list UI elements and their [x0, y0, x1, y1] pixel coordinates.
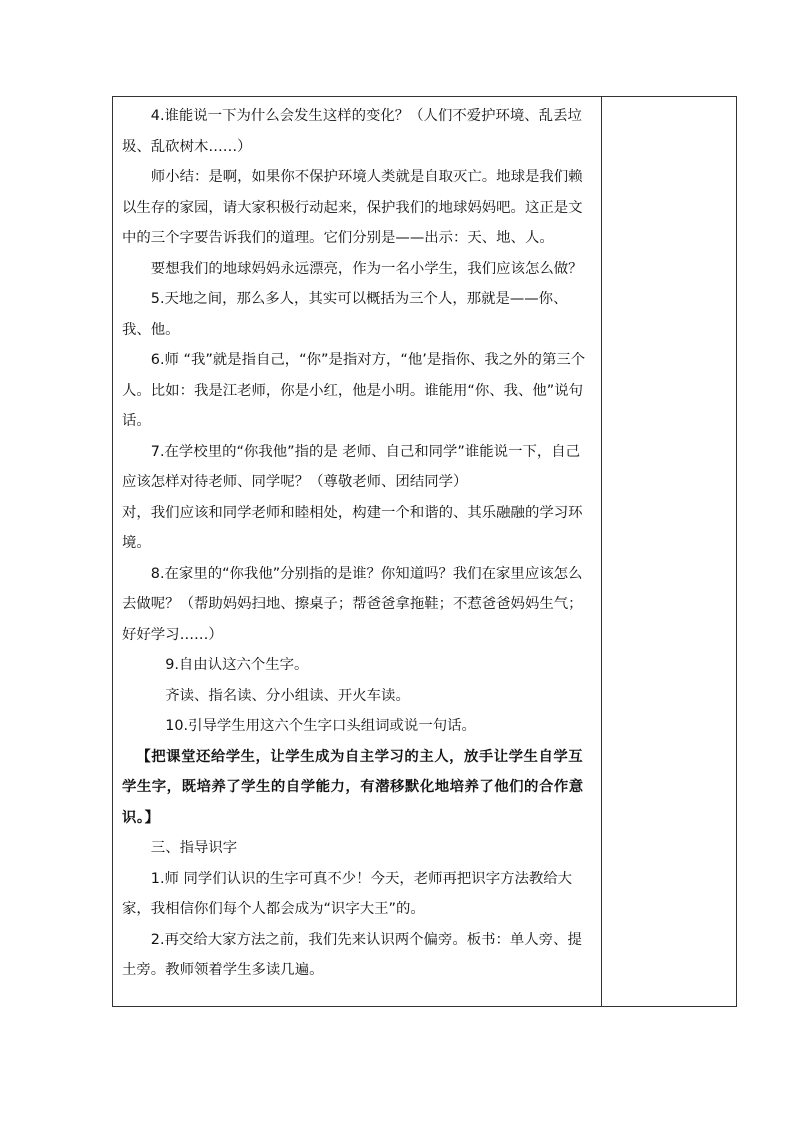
paragraph: 5.天地之间，那么多人，其实可以概括为三个人，那就是——你、我、他。 [122, 291, 568, 338]
lesson-content [113, 97, 601, 986]
paragraph: 三、指导识字 [150, 840, 238, 856]
paragraph: 8.在家里的“你我他”分别指的是谁？你知道吗？我们在家里应该怎么去做呢？（帮助妈妈扫地、擦桌子；帮爸爸拿拖鞋；不惹爸爸妈妈生气；好好学习……） [122, 565, 583, 643]
paragraph: 齐读、指名读、分小组读、开火车读。 [165, 687, 410, 704]
lesson-content-cell [113, 97, 602, 1007]
paragraph: 9.自由认这六个生字。 [165, 657, 309, 673]
notes-cell [602, 97, 737, 1007]
paragraph: 1.师 同学们认识的生字可真不少！今天，老师再把识字方法教给大家，我相信你们每个人都会成为“识字大王”的。 [122, 870, 573, 917]
paragraph: 【把课堂还给学生，让学生成为自主学习的主人，放手让学生自学互学生字，既培养了学生的自学能力，有潜移默化地培养了他们的合作意识。】 [122, 747, 584, 826]
paragraph: 6.师 “我”就是指自己，“你”是指对方，“他’是指你、我之外的第三个人。比如：我是江老师，你是小红，他是小明。谁能用“你、我、他”说句话。 [122, 352, 586, 429]
paragraph: 2.再交给大家方法之前，我们先来认识两个偏旁。板书：单人旁、提土旁。教师领着学生多读几遍。 [122, 931, 582, 978]
paragraph: 4.谁能说一下为什么会发生这样的变化？（人们不爱护环境、乱丢垃圾、乱砍树木……） [122, 108, 582, 155]
lesson-table [112, 96, 737, 1007]
paragraph: 师小结：是啊，如果你不保护环境人类就是自取灭亡。地球是我们赖以生存的家园，请大家积极行动起来，保护我们的地球妈妈吧。这正是文中的三个字要告诉我们的道理。它们分别是——出示：天、地、人。 [122, 169, 583, 246]
paragraph: 要想我们的地球妈妈永远漂亮，作为一名小学生，我们应该怎么做？ [150, 260, 583, 277]
paragraph: 10.引导学生用这六个生字口头组词或说一句话。 [165, 718, 476, 734]
paragraph: 7.在学校里的“你我他”指的是 老师、自己和同学”谁能说一下，自己应该怎样对待老师、同学呢？（尊敬老师、团结同学） [122, 443, 581, 490]
paragraph: 对，我们应该和同学老师和睦相处，构建一个和谐的、其乐融融的学习环境。 [122, 504, 583, 551]
